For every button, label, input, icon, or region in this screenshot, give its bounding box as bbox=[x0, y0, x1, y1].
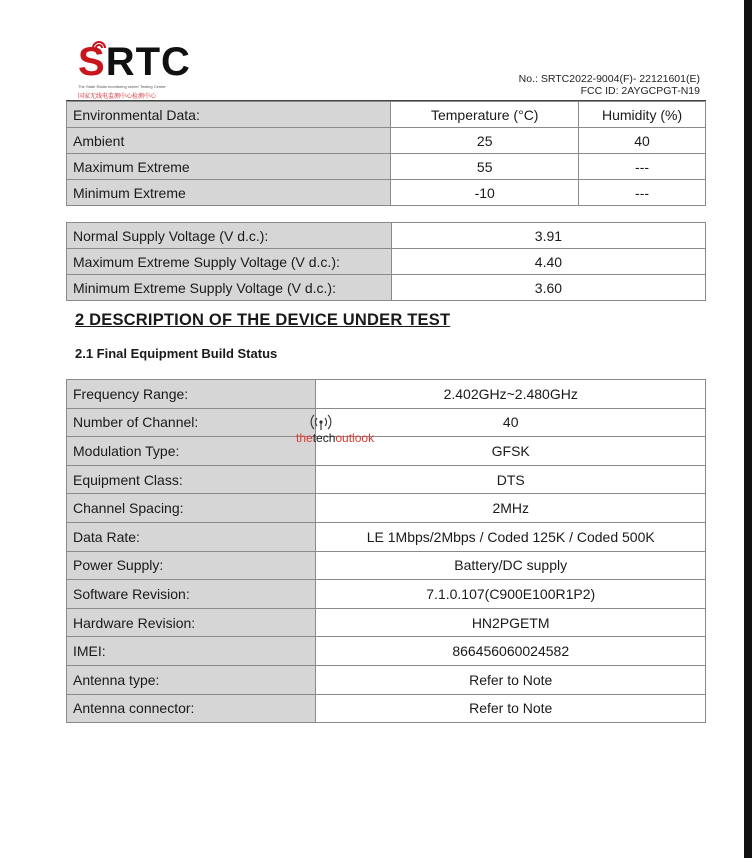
env-row-humidity: --- bbox=[579, 154, 706, 180]
table-row bbox=[67, 551, 706, 580]
env-row-label: Minimum Extreme bbox=[67, 180, 391, 206]
table-row bbox=[67, 223, 706, 249]
build-value: 2.402GHz~2.480GHz bbox=[316, 380, 706, 409]
build-label: Equipment Class: bbox=[67, 465, 316, 494]
table-row bbox=[67, 154, 706, 180]
build-value: HN2PGETM bbox=[316, 608, 706, 637]
env-row-label: Ambient bbox=[67, 128, 391, 154]
build-value: LE 1Mbps/2Mbps / Coded 125K / Coded 500K bbox=[316, 522, 706, 551]
env-row-humidity: 40 bbox=[579, 128, 706, 154]
logo-subtitle-en: The State Radio monitoring center Testing Center bbox=[78, 84, 166, 89]
env-header-temp: Temperature (°C) bbox=[391, 102, 579, 128]
env-row-temp: 25 bbox=[391, 128, 579, 154]
build-label: Frequency Range: bbox=[67, 380, 316, 409]
env-row-label: Maximum Extreme bbox=[67, 154, 391, 180]
build-value: DTS bbox=[316, 465, 706, 494]
fcc-id: FCC ID: 2AYGCPGT-N19 bbox=[580, 85, 700, 97]
build-value: Refer to Note bbox=[316, 665, 706, 694]
build-value: 7.1.0.107(C900E100R1P2) bbox=[316, 580, 706, 609]
logo-subtitle-cn: 国家无线电监测中心检测中心 bbox=[78, 94, 157, 100]
build-value: Refer to Note bbox=[316, 694, 706, 723]
subsection-title: 2.1 Final Equipment Build Status bbox=[75, 346, 278, 361]
voltage-value: 3.60 bbox=[391, 275, 705, 301]
build-value: GFSK bbox=[316, 437, 706, 466]
build-value: 40 bbox=[316, 408, 706, 437]
build-label: Hardware Revision: bbox=[67, 608, 316, 637]
voltage-label: Normal Supply Voltage (V d.c.): bbox=[67, 223, 392, 249]
table-row bbox=[67, 608, 706, 637]
table-row bbox=[67, 380, 706, 409]
table-row bbox=[67, 102, 706, 128]
voltage-label: Minimum Extreme Supply Voltage (V d.c.): bbox=[67, 275, 392, 301]
voltage-value: 4.40 bbox=[391, 249, 705, 275]
env-row-temp: -10 bbox=[391, 180, 579, 206]
report-number: No.: SRTC2022-9004(F)- 22121601(E) bbox=[518, 73, 700, 85]
right-edge-bar bbox=[744, 0, 752, 858]
table-row bbox=[67, 465, 706, 494]
build-label: Data Rate: bbox=[67, 522, 316, 551]
voltage-value: 3.91 bbox=[391, 223, 705, 249]
build-label: IMEI: bbox=[67, 637, 316, 666]
table-row bbox=[67, 494, 706, 523]
table-row bbox=[67, 180, 706, 206]
table-row bbox=[67, 694, 706, 723]
build-label: Channel Spacing: bbox=[67, 494, 316, 523]
table-row bbox=[67, 665, 706, 694]
report-references bbox=[519, 73, 700, 97]
table-row bbox=[67, 522, 706, 551]
build-label: Software Revision: bbox=[67, 580, 316, 609]
srtc-logo bbox=[76, 36, 196, 102]
env-header-humidity: Humidity (%) bbox=[579, 102, 706, 128]
build-value: 2MHz bbox=[316, 494, 706, 523]
voltage-label: Maximum Extreme Supply Voltage (V d.c.): bbox=[67, 249, 392, 275]
supply-voltage-table bbox=[66, 222, 706, 301]
build-label: Modulation Type: bbox=[67, 437, 316, 466]
build-label: Number of Channel: bbox=[67, 408, 316, 437]
build-value: Battery/DC supply bbox=[316, 551, 706, 580]
logo-wordmark: SRTC bbox=[78, 40, 191, 84]
build-value: 866456060024582 bbox=[316, 637, 706, 666]
env-header-label: Environmental Data: bbox=[67, 102, 391, 128]
table-row bbox=[67, 249, 706, 275]
table-row bbox=[67, 275, 706, 301]
build-label: Power Supply: bbox=[67, 551, 316, 580]
build-label: Antenna connector: bbox=[67, 694, 316, 723]
watermark bbox=[296, 413, 406, 447]
table-row bbox=[67, 128, 706, 154]
env-row-temp: 55 bbox=[391, 154, 579, 180]
table-row bbox=[67, 637, 706, 666]
env-row-humidity: --- bbox=[579, 180, 706, 206]
section-title: 2 DESCRIPTION OF THE DEVICE UNDER TEST bbox=[75, 311, 451, 329]
watermark-text: thetechoutlook bbox=[296, 431, 375, 445]
build-label: Antenna type: bbox=[67, 665, 316, 694]
broadcast-icon bbox=[306, 413, 336, 431]
document-header bbox=[76, 36, 706, 102]
environment-table bbox=[66, 101, 706, 206]
table-row bbox=[67, 580, 706, 609]
